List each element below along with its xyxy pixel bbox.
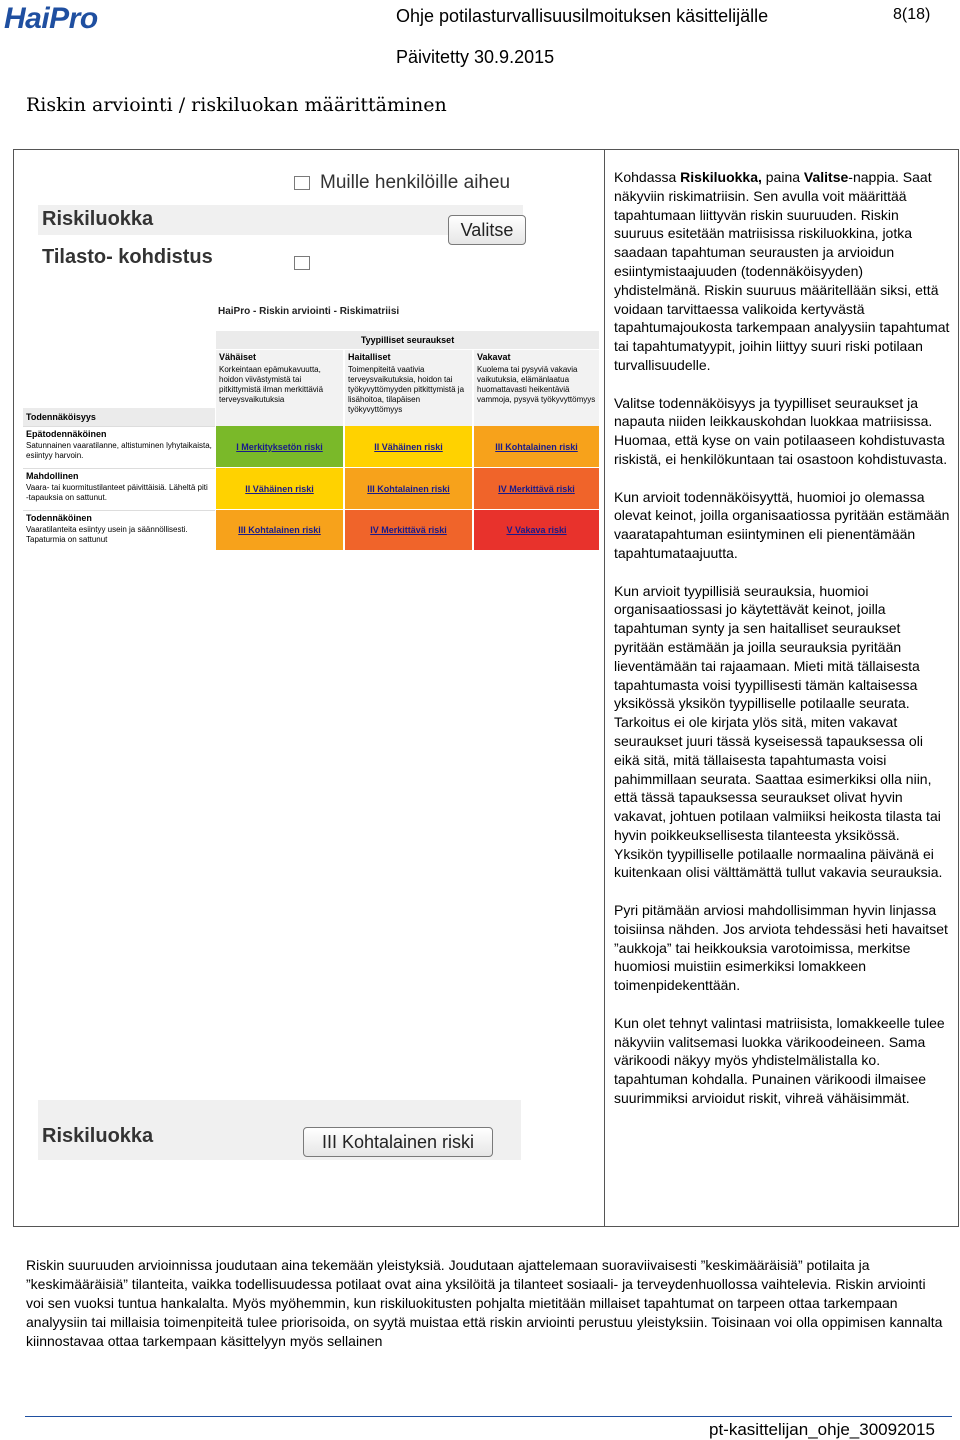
consequence-title: Vähäiset bbox=[219, 352, 257, 362]
selected-risk-button[interactable]: III Kohtalainen riski bbox=[303, 1127, 493, 1157]
consequence-desc: Kuolema tai pysyviä vakavia vaikutuksia, elämänlaatua huomattavasti heikentäviä vammoja, pysyvä työkyvyttömyys bbox=[477, 365, 596, 404]
matrix-title: HaiPro - Riskin arviointi - Riskimatriisi bbox=[218, 306, 400, 317]
riskiluokka-bold: Riskiluokka, bbox=[680, 169, 762, 185]
instruction-paragraph: Valitse todennäköisyys ja tyypilliset seuraukset ja napauta niiden leikkauskohdan luokkaa matriisissa. Huomaa, että kyse on vain potilaaseen kohdistuvasta riskistä, ei henkilökuntaan tai osastoon kohdistuvasta. bbox=[614, 394, 948, 467]
column-divider bbox=[604, 149, 605, 1227]
valitse-button[interactable]: Valitse bbox=[448, 215, 526, 245]
likelihood-title: Epätodennäköinen bbox=[26, 429, 107, 439]
document-title: Ohje potilasturvallisuusilmoituksen käsittelijälle bbox=[396, 6, 769, 26]
checkbox-icon bbox=[294, 176, 310, 190]
risk-matrix bbox=[23, 304, 601, 550]
instruction-paragraph: Kun olet tehnyt valintasi matriisista, lomakkeelle tulee näkyviin valitsemasi luokka värikoodeineen. Sama värikoodi näkyy myös yhdistelmälistalla ko. tapahtuman kohdalla. Punainen värikoodi ilmaisee suurimmiksi arvioidut riskit, vihreä vähäisimmät. bbox=[614, 1014, 945, 1107]
likelihood-todennakoinen bbox=[23, 510, 215, 550]
instruction-paragraph: Pyri pitämään arviosi mahdollisimman hyvin linjassa toisiinsa nähden. Jos arviota tehdessäsi heti havaitset ”aukkoja” tai heikkouksia varotoimissa, merkitse huomiosi muistiin esimerkiksi lomakkeen toimenpidekenttään. bbox=[614, 902, 948, 994]
instruction-paragraph bbox=[614, 168, 952, 375]
consequence-desc: Toimenpiteitä vaativia terveysvaikutuksia, hoidon tai työkyvyttömyyden pitkittymistä ja lisähoitoa, tilapäisen työkyvyttömyys bbox=[348, 365, 465, 414]
likelihood-epatodennakoinen bbox=[23, 426, 215, 468]
valitse-bold: Valitse bbox=[803, 169, 849, 185]
likelihood-desc: Vaara- tai kuormitustilanteet päivittäisiä. Läheltä piti -tapauksia on sattunut. bbox=[26, 483, 208, 502]
likelihood-mahdollinen bbox=[23, 468, 215, 510]
footer-filename: pt-kasittelijan_ohje_30092015 bbox=[709, 1420, 935, 1439]
haipro-logo: HaiPro bbox=[4, 2, 98, 35]
risk-cell-2-2[interactable]: III Kohtalainen riski bbox=[345, 468, 472, 509]
risk-cell-1-2[interactable]: II Vähäinen riski bbox=[345, 426, 472, 467]
likelihood-title: Mahdollinen bbox=[26, 471, 79, 481]
risk-cell-1-1[interactable]: I Merkityksetön riski bbox=[216, 426, 343, 467]
consequence-title: Vakavat bbox=[477, 352, 511, 362]
risk-cell-1-3[interactable]: III Kohtalainen riski bbox=[474, 426, 599, 467]
footer-divider bbox=[25, 1416, 952, 1417]
likelihood-title: Todennäköinen bbox=[26, 513, 92, 523]
consequence-desc: Korkeintaan epämukavuutta, hoidon viivästymistä tai pitkittymistä ilman merkittäviä terveysvaikutuksia bbox=[219, 365, 324, 404]
likelihood-header-cell bbox=[23, 408, 215, 426]
text-span: -nappia. Saat näkyviin riskimatriisin. Sen avulla voit määrittää tapahtumaan liittyvän riskin suuruuden. Riskin suuruus esitetään matriisissa riskiluokkina, jotka saadaan tapahtuman seurausten ja arvioidun esiintymistaajuuden (todennäköisyyden) yhdistelmänä. Riskin suuruus määritellään siksi, että voidaan tarvittaessa valikoida kertyvästä tapahtumajoukosta tarkempaan analyysiin tapahtumat tai tapahtumatyypit, joihin liittyy suuri riski potilaan turvallisuudelle. bbox=[614, 169, 950, 373]
likelihood-desc: Vaaratilanteita esiintyy usein ja säännöllisesti. Tapaturmia on sattunut bbox=[26, 525, 188, 544]
section-title: Riskin arviointi / riskiluokan määrittäminen bbox=[26, 94, 447, 116]
riskiluokka-label: Riskiluokka bbox=[42, 1125, 154, 1147]
instructions-column bbox=[614, 168, 952, 1127]
text-span: paina bbox=[761, 169, 804, 185]
risk-cell-3-2[interactable]: IV Merkittävä riski bbox=[345, 510, 472, 550]
consequence-vahaiset bbox=[216, 350, 343, 426]
bottom-paragraph: Riskin suuruuden arvioinnissa joudutaan aina tekemään yleistyksiä. Joudutaan ajattelemaan suoraviivaisesti ”keskimääräisiä” potilaita ja ”keskimääräisiä” tilanteita, vaikka todellisuudessa potilaat ovat aina yksilöitä ja tilanteet sosiaali- ja terveydenhuollossa vaihtelevia. Riskin arviointi voi sen vuoksi tuntua hankalalta. Myös myöhemmin, kun riskiluokitusten pohjalta mietitään millaiset tapahtumat on tarpeen ottaa tarkempaan analyysiin tai millaisia toimenpiteitä tulee priorisoida, on syytä muistaa että riskin arviointi perustuu yleistyksiin. Toisinaan voi olla oppimisen kannalta kiinnostavaa ottaa tarkempaan käsittelyyn myös sellainen bbox=[26, 1257, 943, 1349]
risk-cell-2-1[interactable]: II Vähäinen riski bbox=[216, 468, 343, 509]
checkbox-label: Muille henkilöille aiheu bbox=[320, 172, 511, 193]
page-number: 8(18) bbox=[893, 6, 931, 23]
consequences-header-cell bbox=[216, 331, 599, 349]
risk-cell-3-1[interactable]: III Kohtalainen riski bbox=[216, 510, 343, 550]
consequence-title: Haitalliset bbox=[348, 352, 391, 362]
updated-date: Päivitetty 30.9.2015 bbox=[396, 47, 555, 67]
text-span: Kohdassa bbox=[614, 169, 681, 185]
risk-cell-2-3[interactable]: IV Merkittävä riski bbox=[474, 468, 599, 509]
risk-cell-3-3[interactable]: V Vakava riski bbox=[474, 510, 599, 550]
riskiluokka-screenshot bbox=[38, 172, 523, 268]
instruction-paragraph: Kun arvioit tyypillisiä seurauksia, huomioi organisaatiossasi jo käytettävät keinot, joilla tapahtuman synty ja sen haitalliset seuraukset pyritään estämään ja joilla seurauksia pyritään lieventämään tai rajaamaan. Mieti mitä tällaisesta tapahtumasta voisi tyypillisesti tämän kaltaisessa yksikössä yksikön tyypilliselle potilaalle seurata. Tarkoitus ei ole kirjata ylös sitä, miten vakavat seuraukset juuri tässä kyseisessä tapauksessa oli eikä sitä, mitä tällaisesta tapahtumasta voisi pahimmillaan seurata. Saattaa esimerkiksi olla niin, että tässä tapauksessa seuraukset olivat hyvin vakavat, johtuen potilaan valmiiksi heikosta tilasta tai hyvin poikkeuksellisesta tilanteesta yksikössä. Yksikön tyypilliselle potilaalle normaalina päivänä ei kuitenkaan olisi välttämättä tullut vakavia seurauksia. bbox=[614, 582, 943, 881]
riskiluokka-label: Riskiluokka bbox=[42, 208, 154, 230]
likelihood-header: Todennäköisyys bbox=[26, 412, 96, 422]
instruction-paragraph: Kun arvioit todennäköisyyttä, huomioi jo olemassa olevat keinot, joilla organisaatiossa pyritään estämään vaaratapahtuman esiintyminen eli pienentämään tapahtumataajuutta. bbox=[614, 488, 950, 561]
riskiluokka-result-screenshot bbox=[38, 1100, 521, 1160]
likelihood-desc: Satunnainen vaaratilanne, altistuminen lyhytaikaista, esiintyy harvoin. bbox=[26, 441, 212, 460]
consequence-vakavat bbox=[474, 350, 599, 426]
cut-off-label: Tilasto- kohdistus bbox=[42, 246, 213, 268]
consequence-haitalliset bbox=[345, 350, 472, 426]
consequences-header: Tyypilliset seuraukset bbox=[360, 335, 455, 345]
checkbox-icon bbox=[294, 256, 310, 270]
